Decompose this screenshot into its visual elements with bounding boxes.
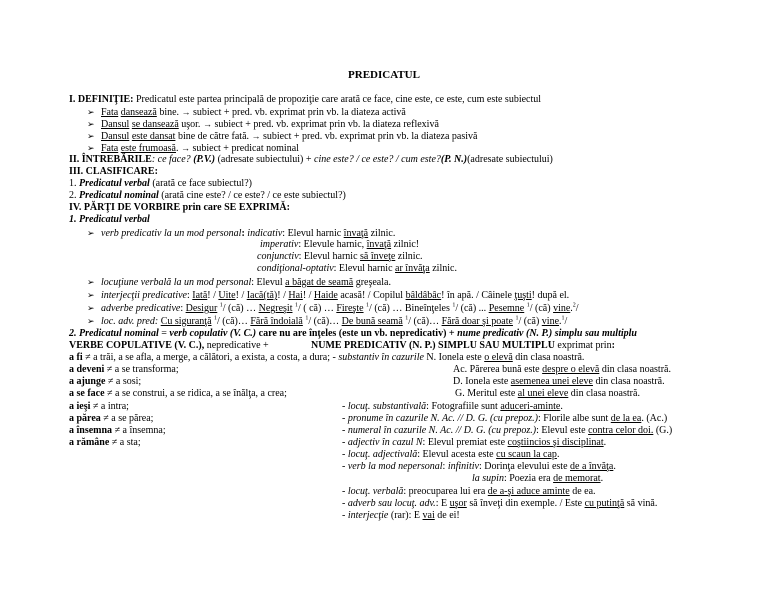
arrow-bullet-icon: ➢ (87, 228, 95, 238)
arrow-bullet-icon: ➢ (87, 143, 95, 153)
verbal-predicate-heading: 1. Predicatul verbal (69, 214, 150, 225)
np-adjective: - adjectiv în cazul N: Elevul premiat este coştiincios şi disciplinat. (342, 437, 607, 448)
np-pronoun: - pronume în cazurile N. Ac. // D. G. (cu prepoz.): Florile albe sunt de la ea. (Ac.) (342, 413, 668, 424)
definition-example-4: ➢ Fata este frumoasă. → subiect + predicat nominal (87, 143, 299, 154)
copulative-verb-a-se-face: a se face ≠ a se construi, a se ridica, a se înălţa, a crea; (69, 388, 287, 399)
np-nonpersonal-verb-supine: la supin: Poezia era de memorat. (472, 473, 604, 484)
arrow-bullet-icon: ➢ (87, 107, 95, 117)
definition-text: Predicatul este partea principală de propoziţie care arată ce face, cine este, ce este, cum este subiectul (133, 94, 542, 105)
classification-item-2: 2. Predicatul nominal (arată cine este? / ce este? / ce este subiectul?) (69, 190, 346, 201)
noun-dative-example: D. Ionela este asemenea unei eleve din clasa noastră. (453, 376, 665, 387)
np-substantival-locution: - locuţ. substantivală: Fotografiile sunt aduceri-aminte. (342, 401, 563, 412)
adverbial-locutions-line: ➢ loc. adv. pred: Cu siguranţă $^1$/ (că)… Fără îndoială $^1$/ (că)… De bună seamă $^1$/ (că)… Fără doar şi poate $^1$/ (că) vine.$^1$/ (87, 315, 568, 327)
verb-mood-indicative: ➢ verb predicativ la un mod personal: indicativ: Elevul harnic învaţă zilnic. (87, 228, 396, 239)
arrow-bullet-icon: ➢ (87, 131, 95, 141)
definition-example-1: ➢ Fata dansează bine. → subiect + pred. vb. exprimat prin vb. la diateza activă (87, 107, 406, 118)
copulative-verbs-heading: VERBE COPULATIVE (V. C.), nepredicative + (69, 340, 269, 351)
page-title: PREDICATUL (348, 69, 420, 81)
right-arrow-icon: → (181, 107, 191, 117)
verb-mood-imperative: imperativ: Elevule harnic, învaţă zilnic! (260, 239, 420, 250)
np-numeral: - numeral în cazurile N. Ac. // D. G. (cu prepoz.): Elevul este contra celor doi. (G.) (342, 425, 673, 436)
arrow-bullet-icon: ➢ (87, 303, 95, 313)
np-verbal-locution: - locuţ. verbală: preocuparea lui era de a-şi aduce aminte de ea. (342, 486, 596, 497)
classification-heading: III. CLASIFICARE: (69, 166, 158, 177)
predicative-adverbs-line: ➢ adverbe predicative: Desigur $^1$/ (că) … Negreşit $^1$/ ( că) … Fireşte $^1$/ (că) … Bineînţeles $^1$/ (că) ... Pesemne $^1$/ (că) vine.$^2$/ (87, 302, 579, 314)
right-arrow-icon: → (180, 143, 190, 153)
copulative-verb-a-ajunge: a ajunge ≠ a sosi; (69, 376, 142, 387)
definition-example-2: ➢ Dansul se dansează uşor. → subiect + pred. vb. exprimat prin vb. la diateza reflexivă (87, 119, 439, 130)
nominal-predicate-line: 2. Predicatul nominal = verb copulativ (V. C.) care nu are înţeles (este un vb. nepredicativ) + nume predicativ (N. P.) simplu sau multiplu (69, 328, 637, 339)
right-arrow-icon: → (202, 119, 212, 129)
np-interjection: - interjecţie (rar): E vai de ei! (342, 510, 460, 521)
np-adjectival-locution: - locuţ. adjectivală: Elevul acesta este cu scaun la cap. (342, 449, 560, 460)
parts-of-speech-heading: IV. PĂRŢI DE VORBIRE prin care SE EXPRIMĂ: (69, 202, 290, 213)
verbal-locution-line: ➢ locuţiune verbală la un mod personal: Elevul a băgat de seamă greşeala. (87, 277, 391, 288)
predicative-interjections-line: ➢ interjecţii predicative: Iată! / Uite! / Iacă(tă)! / Hai! / Haide acasă! / Copilul bâldâbâc! în apă. / Câinele ţuşti! după el. (87, 290, 570, 301)
np-nonpersonal-verb-infinitive: - verb la mod nepersonal: infinitiv: Dorinţa elevului este de a învăţa. (342, 461, 616, 472)
right-arrow-icon: → (251, 131, 261, 141)
arrow-bullet-icon: ➢ (87, 290, 95, 300)
np-adverb: - adverb sau locuţ. adv.: E uşor să înveţi din exemple. / Este cu putinţă să vină. (342, 498, 658, 509)
copulative-verb-a-insemna: a însemna ≠ a însemna; (69, 425, 166, 436)
copulative-verb-a-deveni: a deveni ≠ a se transforma; (69, 364, 179, 375)
classification-item-1: 1. Predicatul verbal (arată ce face subiectul?) (69, 178, 252, 189)
noun-accusative-example: Ac. Părerea bună este despre o elevă din clasa noastră. (453, 364, 671, 375)
definition-example-3: ➢ Dansul este dansat bine de către fată. → subiect + pred. vb. exprimat prin vb. la diateza pasivă (87, 131, 478, 142)
definition-line (69, 94, 541, 106)
verb-mood-conjunctive: conjunctiv: Elevul harnic să înveţe zilnic. (257, 251, 423, 262)
copulative-verb-a-ramane: a rămâne ≠ a sta; (69, 437, 141, 448)
copulative-verb-a-fi: a fi ≠ a trăi, a se afla, a merge, a călători, a exista, a costa, a dura; - substantiv în cazurile N. Ionela este o elevă din clasa noastră. (69, 352, 585, 363)
arrow-bullet-icon: ➢ (87, 277, 95, 287)
definition-heading: I. DEFINIŢIE: (69, 94, 134, 105)
arrow-bullet-icon: ➢ (87, 316, 95, 326)
arrow-bullet-icon: ➢ (87, 119, 95, 129)
copulative-verb-a-parea: a părea ≠ a se părea; (69, 413, 154, 424)
verb-mood-conditional: condiţional-optativ: Elevul harnic ar învăţa zilnic. (257, 263, 457, 274)
copulative-verb-a-iesi: a ieşi ≠ a intra; (69, 401, 129, 412)
questions-line: II. ÎNTREBĂRILE: ce face? (P.V.) (adresate subiectului) + cine este? / ce este? / cum este?(P. N.)(adresate subiectului) (69, 154, 553, 165)
predicative-name-heading: NUME PREDICATIV (N. P.) SIMPLU SAU MULTIPLU exprimat prin: (311, 340, 615, 351)
noun-genitive-example: G. Meritul este al unei eleve din clasa noastră. (455, 388, 640, 399)
